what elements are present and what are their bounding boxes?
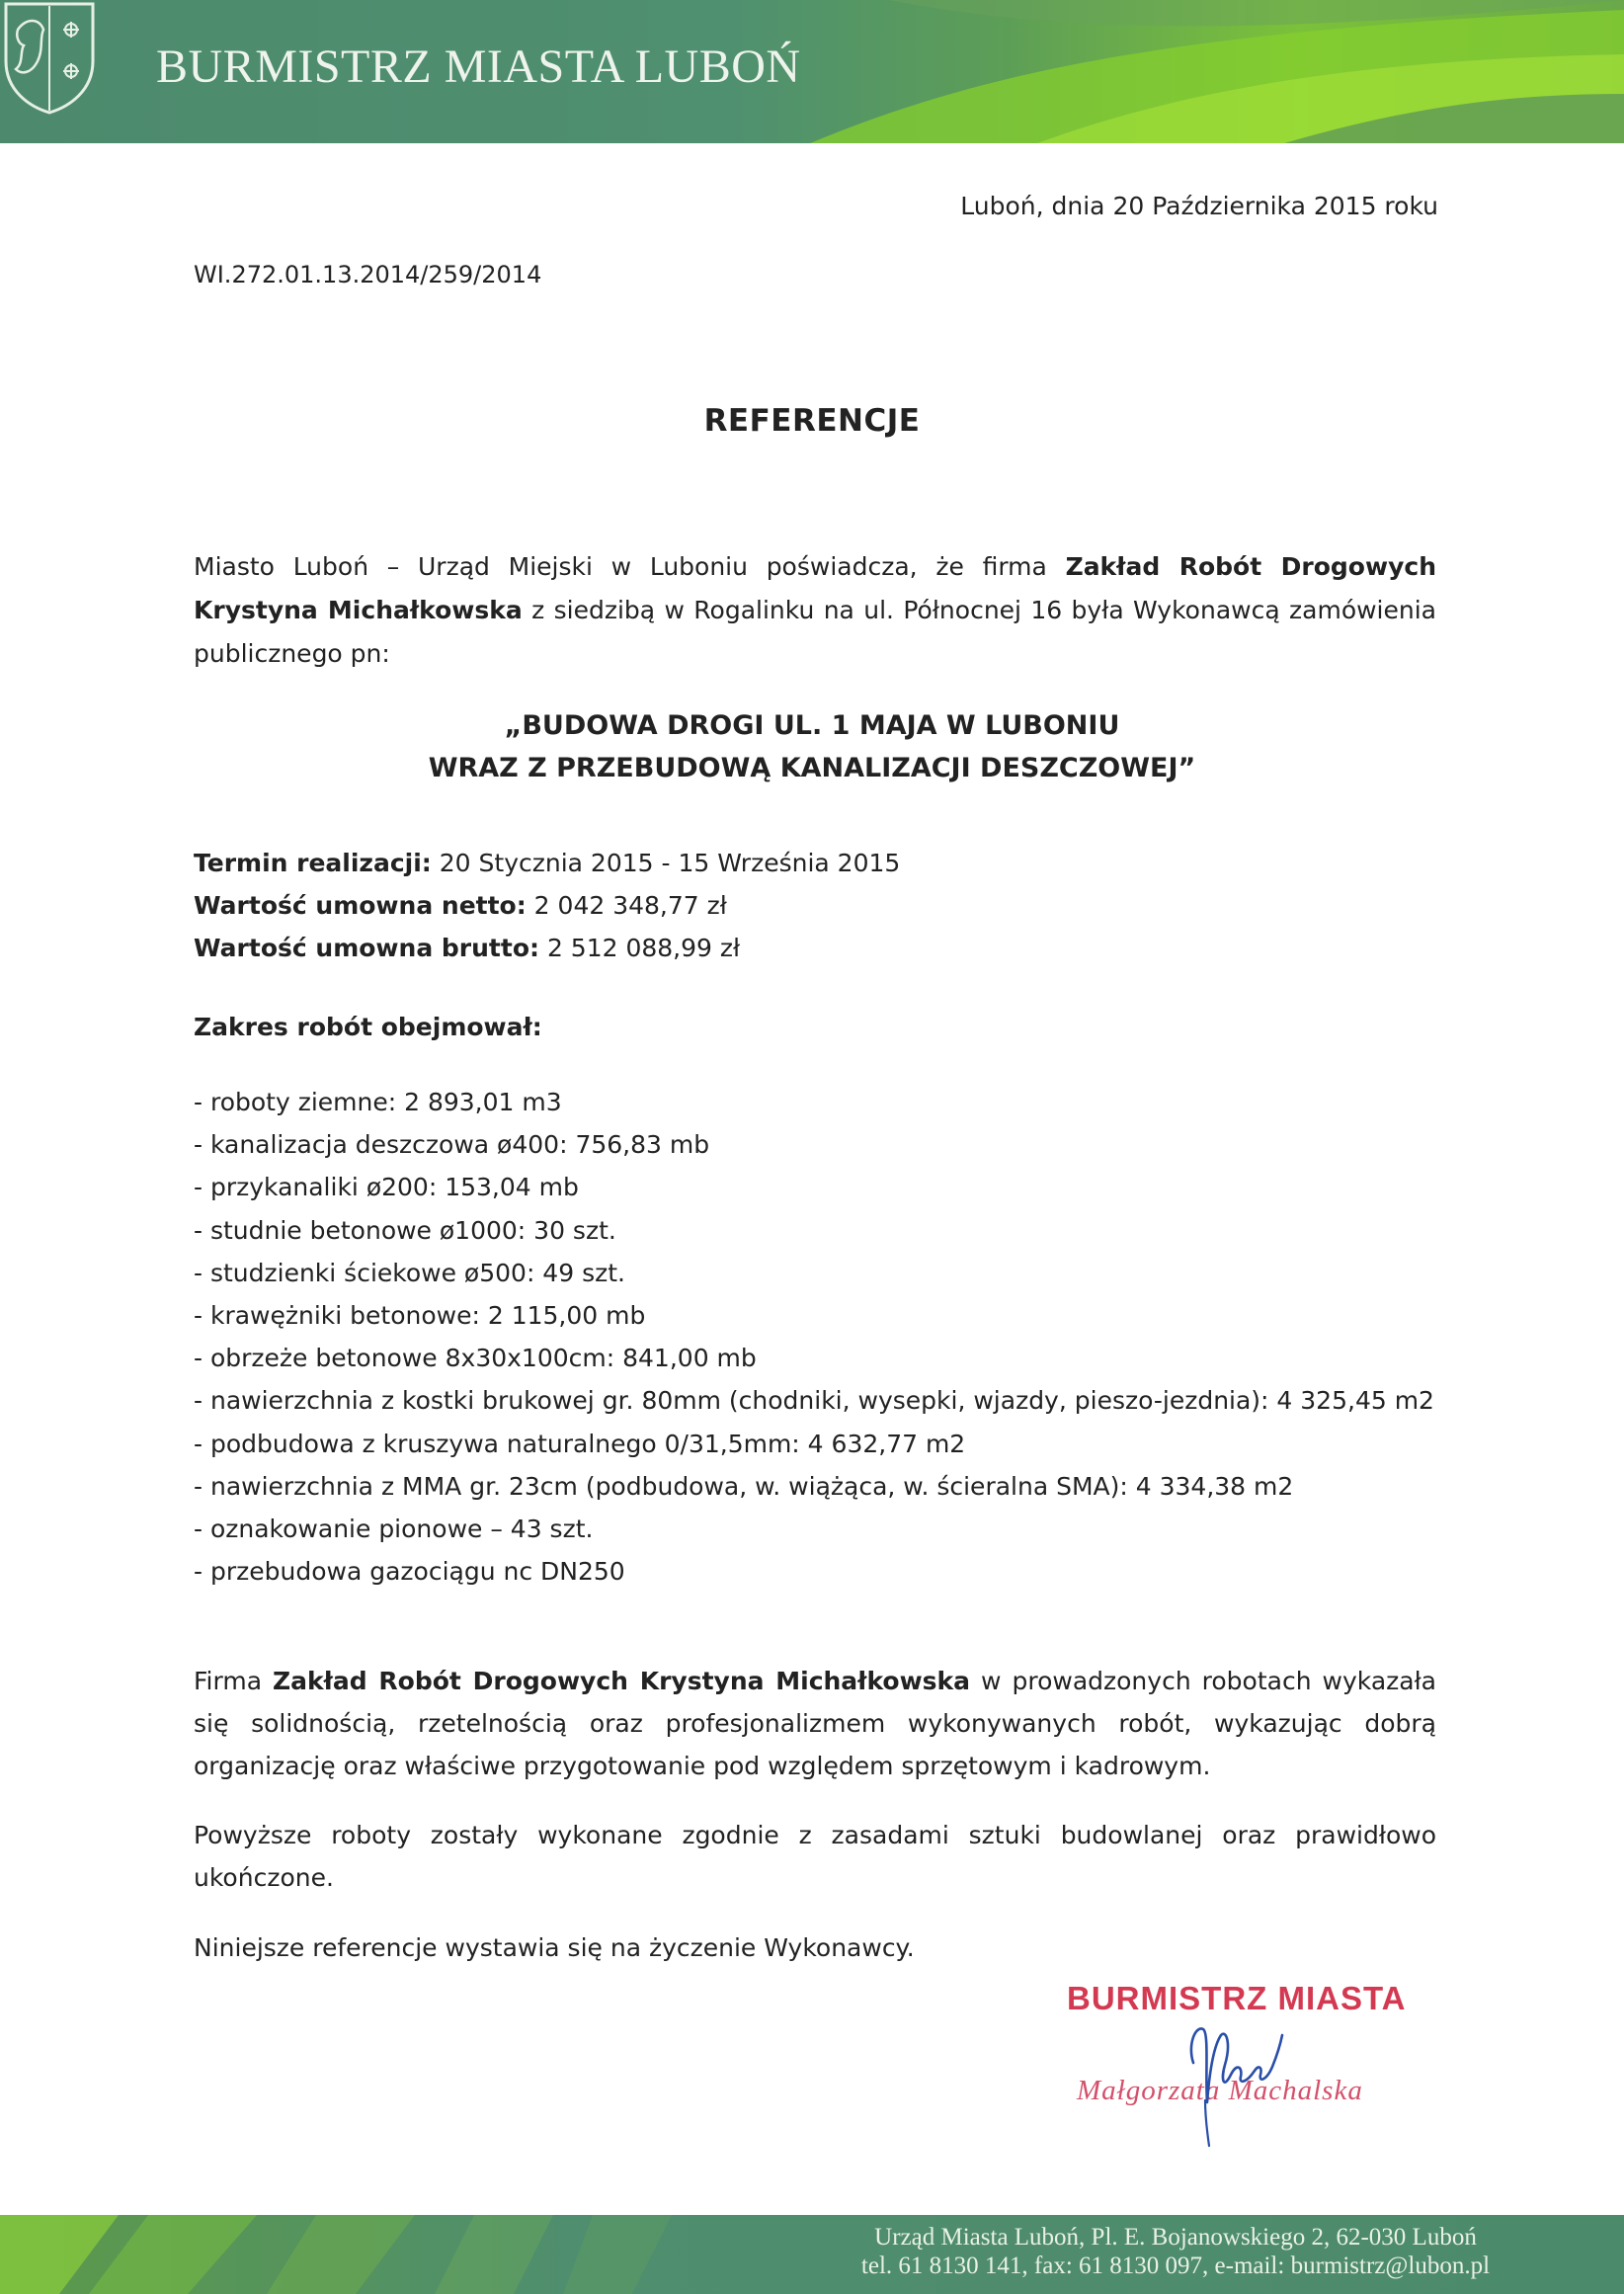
document-title: REFERENCJE [703,403,921,439]
project-title-line-2: WRAZ Z PRZEBUDOWĄ KANALIZACJI DESZCZOWEJ” [428,753,1196,783]
contract-facts [194,842,900,969]
closing-paragraph-3: Niniejsze referencje wystawia się na życzenie Wykonawcy. [194,1933,915,1962]
fact-value: 2 042 348,77 zł [526,891,727,920]
scope-item: - podbudowa z kruszywa naturalnego 0/31,5mm: 4 632,77 m2 [194,1429,966,1458]
fact-value: 20 Stycznia 2015 - 15 Września 2015 [431,849,901,877]
fact-label: Wartość umowna netto: [194,891,527,920]
scope-item: - przebudowa gazociągu nc DN250 [194,1557,625,1587]
closing-paragraph-2: Powyższe roboty zostały wykonane zgodnie z zasadami sztuki budowlanej oraz prawidłowo ukończone. [194,1821,1436,1892]
reference-number: WI.272.01.13.2014/259/2014 [194,261,542,288]
fact-label: Termin realizacji: [194,849,432,877]
footer-line-2: tel. 61 8130 141, fax: 61 8130 097, e-mail: burmistrz@lubon.pl [860,2253,1491,2279]
project-title-line-1: „BUDOWA DROGI UL. 1 MAJA W LUBONIU [504,710,1120,741]
fact-row [194,927,900,969]
handwritten-signature [1166,2006,1314,2154]
fact-row [194,842,900,884]
intro-company-name: Zakład Robót Drogowych Krystyna Michałkowska [194,552,1436,624]
scope-item: - kanalizacja deszczowa ø400: 756,83 mb [194,1130,710,1160]
closing-company-name: Zakład Robót Drogowych Krystyna Michałkowska [273,1667,971,1695]
footer-line-1: Urząd Miasta Luboń, Pl. E. Bojanowskiego 2, 62-030 Luboń [874,2224,1477,2251]
letterhead-title: BURMISTRZ MIASTA LUBOŃ [156,41,801,93]
fact-row [194,884,900,927]
letterhead-band [0,0,1624,143]
scope-item: - studzienki ściekowe ø500: 49 szt. [194,1258,625,1287]
scope-item: - krawężniki betonowe: 2 115,00 mb [194,1301,646,1331]
scope-item: - oznakowanie pionowe – 43 szt. [194,1515,594,1544]
scope-item: - nawierzchnia z kostki brukowej gr. 80mm (chodniki, wysepki, wjazdy, pieszo-jezdnia): 4 325,45 m2 [194,1386,1434,1416]
scope-item: - obrzeże betonowe 8x30x100cm: 841,00 mb [194,1344,757,1373]
intro-paragraph [194,545,1436,676]
scope-item: - roboty ziemne: 2 893,01 m3 [194,1088,562,1116]
place-and-date: Luboń, dnia 20 Października 2015 roku [960,192,1438,220]
stamp-name: Małgorzata Machalska [1077,2075,1363,2106]
crest-icon [0,0,99,117]
closing-prefix: Firma [194,1667,274,1695]
scope-item: - przykanaliki ø200: 153,04 mb [194,1173,579,1202]
stamp-title: BURMISTRZ MIASTA [1067,1980,1407,2016]
fact-label: Wartość umowna brutto: [194,934,539,962]
footer-address [751,2223,1600,2280]
scope-heading: Zakres robót obejmował: [194,1013,542,1041]
intro-text-end: z siedzibą w Rogalinku na ul. Północnej 16 była Wykonawcą zamówienia publicznego pn: [194,596,1436,668]
scope-item: - studnie betonowe ø1000: 30 szt. [194,1215,616,1245]
closing-text: w prowadzonych robotach wykazała się solidnością, rzetelnością oraz profesjonalizmem wykonywanych robót, wykazując dobrą organizację oraz właściwe przygotowanie pod względem sprzętowym i kadrowym. [194,1667,1437,1780]
fact-value: 2 512 088,99 zł [539,934,741,962]
scope-list [194,1081,1434,1593]
project-title [0,704,1624,789]
closing-paragraph-1 [194,1660,1436,1787]
intro-text-start: Miasto Luboń – Urząd Miejski w Luboniu poświadcza, że firma [194,552,1066,581]
scope-item: - nawierzchnia z MMA gr. 23cm (podbudowa, w. wiążąca, w. ścieralna SMA): 4 334,38 m2 [194,1471,1294,1501]
